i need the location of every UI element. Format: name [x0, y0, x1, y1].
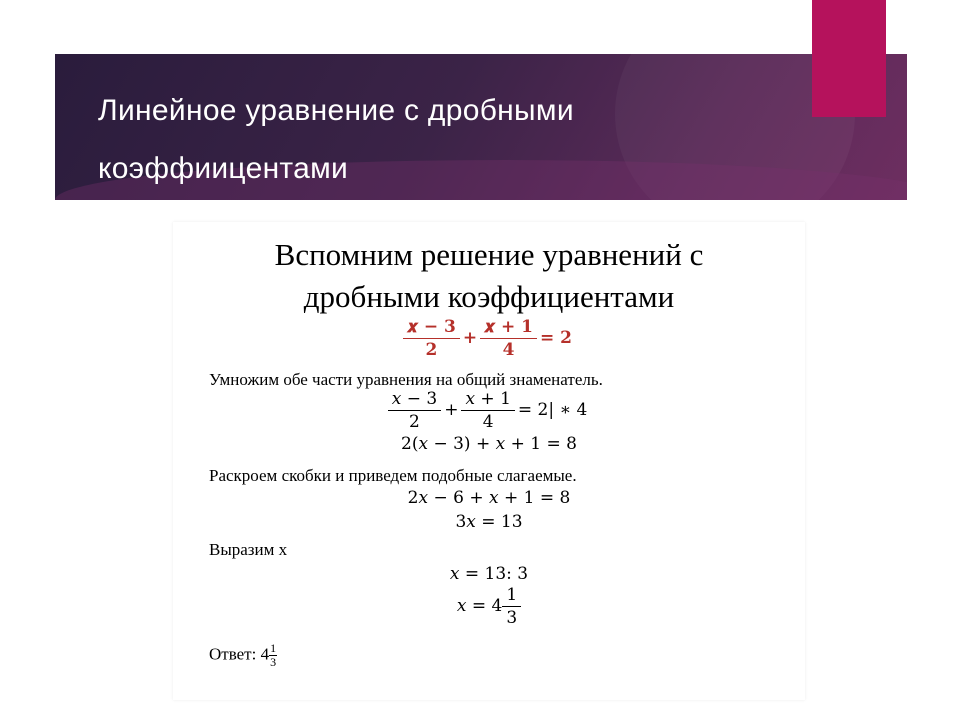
answer-fraction [269, 642, 277, 669]
accent-bar [812, 0, 886, 117]
equation-combined: 3𝑥 = 13 [455, 512, 523, 532]
numerator: 𝒙 − 𝟑 [403, 316, 460, 339]
answer-text [209, 642, 277, 669]
fraction [502, 584, 521, 629]
denominator: 𝟐 [425, 340, 438, 360]
slide-title-line2: коэффиицентами [98, 152, 349, 185]
fraction [388, 388, 441, 433]
equation-rhs: = 𝟐 [539, 328, 572, 348]
denominator: 4 [482, 412, 494, 432]
equation-division: 𝑥 = 13: 3 [449, 564, 529, 584]
slide-title-line1: Линейное уравнение с дробными [98, 94, 574, 127]
equation-expanded: 2(𝑥 − 3) + 𝑥 + 1 = 8 [401, 434, 577, 454]
numerator: 1 [502, 584, 521, 607]
equation-initial [173, 316, 805, 361]
numerator: 1 [270, 641, 277, 655]
denominator: 3 [506, 608, 518, 628]
numerator: 𝒙 + 𝟏 [480, 316, 537, 339]
denominator: 𝟒 [502, 340, 515, 360]
content-heading [173, 234, 805, 318]
equation-multiplied [173, 388, 805, 433]
equation-simplified: 2𝑥 − 6 + 𝑥 + 1 = 8 [407, 488, 571, 508]
plus-sign: + [462, 328, 478, 348]
content-image [173, 222, 805, 700]
heading-line2: дробными коэффициентами [303, 279, 675, 314]
step-text-2: Раскроем скобки и приведем подобные слагаемые. [209, 466, 577, 485]
denominator: 2 [409, 412, 420, 432]
step-text-1: Умножим обе части уравнения на общий знаменатель. [209, 370, 603, 389]
answer-label: Ответ: 4 [209, 644, 270, 664]
denominator: 3 [270, 655, 277, 669]
equation-rhs: = 2| ∗ 4 [517, 400, 588, 420]
step-text-3: Выразим х [209, 540, 288, 559]
fraction [461, 388, 514, 433]
result-lhs: 𝑥 = 4 [456, 596, 503, 616]
heading-line1: Вспомним решение уравнений с [274, 237, 704, 272]
fraction [403, 316, 460, 361]
slide-title [98, 82, 798, 198]
numerator: 𝑥 + 1 [461, 388, 514, 411]
plus-sign: + [444, 400, 459, 420]
numerator: 𝑥 − 3 [388, 388, 441, 411]
equation-result [173, 584, 805, 629]
fraction [480, 316, 537, 361]
